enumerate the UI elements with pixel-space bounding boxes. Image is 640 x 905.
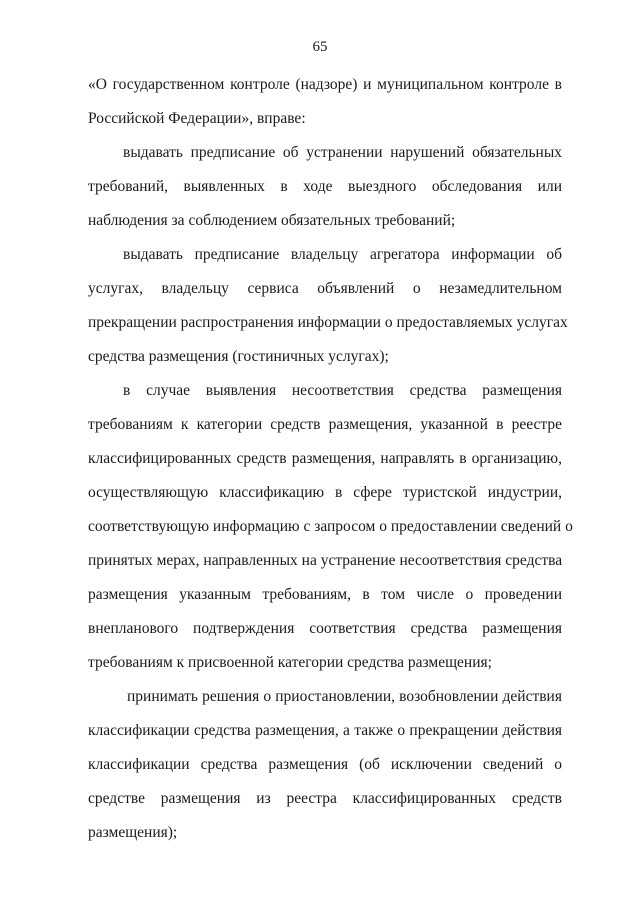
text-line: осуществляющую классификацию в сфере туристской индустрии, bbox=[88, 484, 562, 501]
text-line: соответствующую информацию с запросом о предоставлении сведений о bbox=[88, 518, 573, 535]
text-line: прекращении распространения информации о предоставляемых услугах bbox=[88, 314, 568, 331]
text-line: требований, выявленных в ходе выездного обследования или bbox=[88, 178, 562, 195]
text-line: выдавать предписание об устранении нарушений обязательных bbox=[123, 144, 562, 161]
text-line: Российской Федерации», вправе: bbox=[88, 110, 306, 127]
text-line: в случае выявления несоответствия средства размещения bbox=[123, 382, 562, 399]
text-line: размещения указанным требованиям, в том числе о проведении bbox=[88, 586, 562, 603]
text-line: наблюдения за соблюдением обязательных требований; bbox=[88, 212, 456, 229]
text-line: размещения); bbox=[88, 824, 178, 841]
text-line: классификации средства размещения, а также о прекращении действия bbox=[88, 722, 562, 739]
text-line: требованиям к присвоенной категории средства размещения; bbox=[88, 654, 492, 671]
text-line: средства размещения (гостиничных услугах); bbox=[88, 348, 389, 365]
document-body bbox=[88, 68, 573, 850]
text-line: средстве размещения из реестра классифицированных средств bbox=[88, 790, 562, 807]
text-line: принятых мерах, направленных на устранение несоответствия средства bbox=[88, 552, 563, 569]
text-line: внепланового подтверждения соответствия средства размещения bbox=[88, 620, 562, 637]
text-line: классификации средства размещения (об исключении сведений о bbox=[88, 756, 562, 773]
page-number: 65 bbox=[312, 39, 328, 55]
paragraph-intro-continuation bbox=[88, 68, 562, 136]
text-line: классифицированных средств размещения, направлять в организацию, bbox=[88, 450, 562, 467]
paragraph-classification-decisions bbox=[88, 680, 562, 850]
paragraph-prescription-violations bbox=[88, 136, 562, 238]
text-line: «О государственном контроле (надзоре) и муниципальном контроле в bbox=[88, 76, 562, 93]
text-line: принимать решения о приостановлении, возобновлении действия bbox=[127, 688, 562, 705]
paragraph-nonconformity bbox=[88, 374, 573, 680]
paragraph-prescription-aggregator bbox=[88, 238, 568, 374]
text-line: требованиям к категории средств размещения, указанной в реестре bbox=[88, 416, 562, 433]
text-line: услугах, владельцу сервиса объявлений о незамедлительном bbox=[88, 280, 562, 297]
text-line: выдавать предписание владельцу агрегатора информации об bbox=[123, 246, 562, 263]
